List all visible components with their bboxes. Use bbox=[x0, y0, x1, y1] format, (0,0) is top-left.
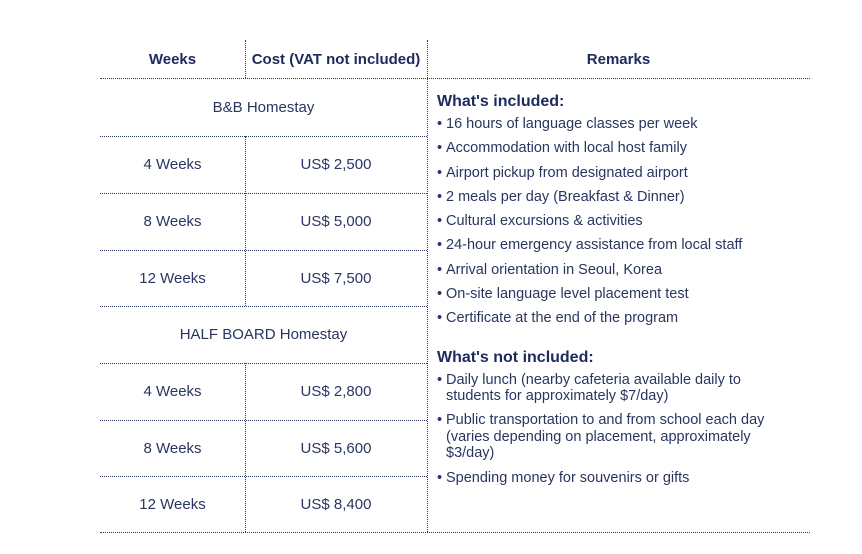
list-item: • 16 hours of language classes per week bbox=[437, 116, 817, 133]
remarks-column bbox=[437, 92, 817, 494]
list-item: • 24-hour emergency assistance from local staff bbox=[437, 237, 817, 254]
not-included-list bbox=[437, 372, 817, 487]
list-item: • Public transportation to and from school each day (varies depending on placement, approximately $3/day) bbox=[437, 412, 801, 462]
list-item: • Cultural excursions & activities bbox=[437, 213, 817, 230]
group-title-half-board: HALF BOARD Homestay bbox=[179, 326, 348, 343]
table-row-weeks: 8 Weeks bbox=[143, 439, 202, 457]
divider bbox=[100, 420, 427, 421]
list-item: • Accommodation with local host family bbox=[437, 140, 817, 157]
table-row-weeks: 4 Weeks bbox=[143, 383, 202, 400]
column-divider bbox=[427, 40, 428, 532]
included-title: What's included: bbox=[437, 93, 565, 110]
list-item: • On-site language level placement test bbox=[437, 286, 817, 303]
list-item: • Daily lunch (nearby cafeteria available daily to students for approximately $7/day) bbox=[437, 372, 776, 405]
table-row-cost: US$ 2,500 bbox=[300, 156, 372, 173]
list-item: • Certificate at the end of the program bbox=[437, 310, 817, 327]
column-divider bbox=[245, 363, 246, 532]
divider bbox=[100, 250, 427, 251]
divider bbox=[100, 193, 427, 194]
divider bbox=[100, 306, 427, 307]
not-included-title: What's not included: bbox=[437, 348, 594, 366]
divider bbox=[100, 363, 427, 364]
header-weeks: Weeks bbox=[148, 50, 197, 68]
table-row-weeks: 12 Weeks bbox=[139, 269, 206, 287]
table-row-weeks: 8 Weeks bbox=[143, 213, 202, 230]
divider bbox=[100, 476, 427, 477]
table-row-weeks: 4 Weeks bbox=[143, 156, 202, 173]
table-row-cost: US$ 5,600 bbox=[300, 439, 372, 457]
table-row-cost: US$ 8,400 bbox=[300, 495, 372, 513]
divider bbox=[100, 136, 427, 137]
header-cost: Cost (VAT not included) bbox=[251, 50, 421, 68]
table-row-cost: US$ 7,500 bbox=[300, 269, 372, 287]
divider bbox=[100, 532, 810, 533]
table-row-cost: US$ 5,000 bbox=[300, 213, 372, 230]
group-title-bnb: B&B Homestay bbox=[212, 99, 315, 116]
list-item: • Spending money for souvenirs or gifts bbox=[437, 470, 817, 487]
list-item: • Airport pickup from designated airport bbox=[437, 165, 817, 182]
header-remarks: Remarks bbox=[586, 50, 651, 68]
table-row-weeks: 12 Weeks bbox=[139, 495, 206, 513]
list-item: • Arrival orientation in Seoul, Korea bbox=[437, 262, 817, 279]
column-divider bbox=[245, 136, 246, 306]
divider bbox=[100, 78, 810, 79]
list-item: • 2 meals per day (Breakfast & Dinner) bbox=[437, 189, 817, 206]
included-list bbox=[437, 116, 817, 327]
table-row-cost: US$ 2,800 bbox=[300, 383, 372, 400]
column-divider bbox=[245, 40, 246, 78]
